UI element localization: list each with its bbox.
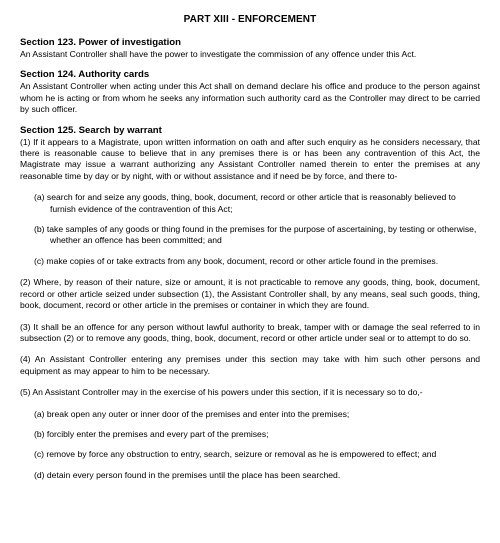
section-125-subsection-1: (1) If it appears to a Magistrate, upon written information on oath and after such enquiry as he considers necessary, that there is reasonable cause to believe that in any premises there is or has been any contravention of this Act, the Magistrate may issue a warrant authorizing any Assistant Controller named therein to enter the premises at any reasonable time by day or by night, with or without assistance and if need be by force, and there to- xyxy=(20,136,480,181)
subsection-5-item-c: (c) remove by force any obstruction to entry, search, seizure or removal as he is empowered to effect; and xyxy=(34,449,437,460)
subsection-1-item-a: (a) search for and seize any goods, thing, book, document, record or other article that is reasonably believed to furnish evidence of the contravention of this Act; xyxy=(34,192,456,214)
section-125-heading: Section 125. Search by warrant xyxy=(20,124,162,136)
subsection-1-item-c: (c) make copies of or take extracts from any book, document, record or other article found in the premises. xyxy=(34,255,439,266)
section-123-heading: Section 123. Power of investigation xyxy=(20,37,181,48)
section-125-subsection-2: (2) Where, by reason of their nature, size or amount, it is not practicable to remove any goods, thing, book, document, record or other article seized under subsection (1), the Assistant Controller shall, by any means, seal such goods, thing, book, document, record or other article in the premises or container in which they are found. xyxy=(20,277,480,311)
part-title: PART XIII - ENFORCEMENT xyxy=(183,14,317,25)
section-124-text: An Assistant Controller when acting under this Act shall on demand declare his office and produce to the person against whom he is acting or from whom he seeks any information such authority card as the Controller may direct to be carried by such officer. xyxy=(20,81,480,115)
section-123-text: An Assistant Controller shall have the power to investigate the commission of any offence under this Act. xyxy=(20,49,417,59)
section-125-subsection-3: (3) It shall be an offence for any person without lawful authority to break, tamper with or damage the seal referred to in subsection (2) or to remove any goods, thing, book, document, record or other article under seal or to attempt to do so. xyxy=(20,321,480,343)
section-125-subsection-5: (5) An Assistant Controller may in the exercise of his powers under this section, if it is necessary so to do,- xyxy=(20,387,423,398)
section-125-subsection-4: (4) An Assistant Controller entering any premises under this section may take with him such other persons and equipment as may appear to him to be necessary. xyxy=(20,354,480,376)
subsection-5-item-b: (b) forcibly enter the premises and every part of the premises; xyxy=(34,428,269,439)
section-124-heading: Section 124. Authority cards xyxy=(20,69,150,81)
subsection-1-item-b: (b) take samples of any goods or thing found in the premises for the purpose of ascertaining, by testing or otherwise, whether an offence has been committed; and xyxy=(34,224,477,246)
subsection-5-item-d: (d) detain every person found in the premises until the place has been searched. xyxy=(34,469,341,480)
subsection-5-item-a: (a) break open any outer or inner door of the premises and enter into the premises; xyxy=(34,408,350,419)
